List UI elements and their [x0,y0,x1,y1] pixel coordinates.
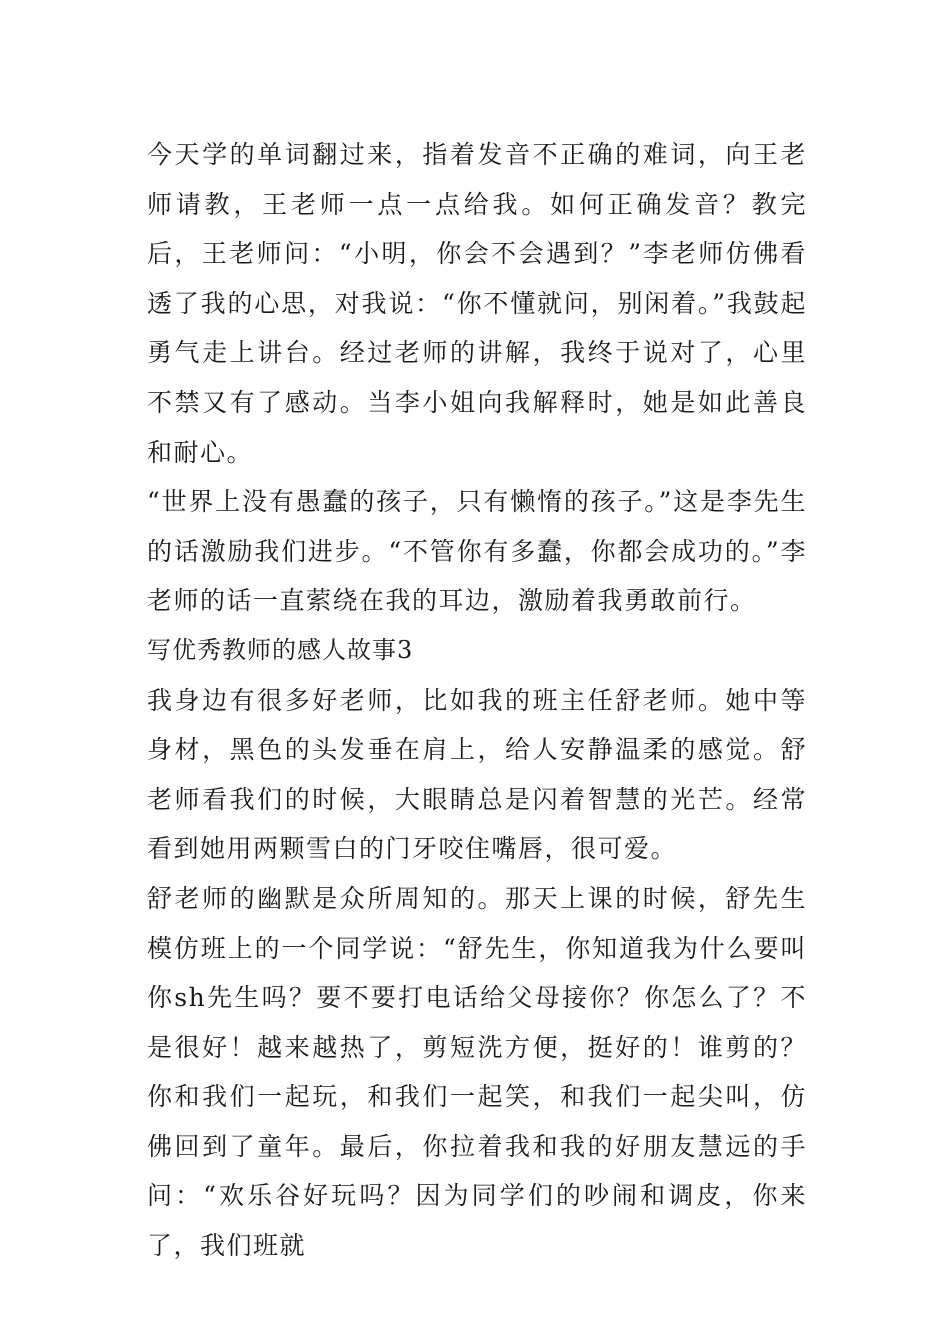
paragraph-4: 舒老师的幽默是众所周知的。那天上课的时候，舒先生模仿班上的一个同学说：“舒先生，你知道我为什么要叫你sh先生吗？要不要打电话给父母接你？你怎么了？不是很好！越来越热了，剪短洗方便，挺好的！谁剪的？你和我们一起玩，和我们一起笑，和我们一起尖叫，仿佛回到了童年。最后，你拉着我和我的好朋友慧远的手问：“欢乐谷好玩吗？因为同学们的吵闹和调皮，你来了，我们班就 [147,883,807,1261]
paragraph-2: “世界上没有愚蠢的孩子，只有懒惰的孩子。”这是李先生的话激励我们进步。“不管你有多蠢，你都会成功的。”李老师的话一直萦绕在我的耳边，激励着我勇敢前行。 [147,487,807,616]
paragraph-1: 今天学的单词翻过来，指着发音不正确的难词，向王老师请教，王老师一点一点给我。如何正确发音？教完后，王老师问：“小明，你会不会遇到？”李老师仿佛看透了我的心思，对我说：“你不懂就问，别闲着。”我鼓起勇气走上讲台。经过老师的讲解，我终于说对了，心里不禁又有了感动。当李小姐向我解释时，她是如此善良和耐心。 [147,140,807,467]
section-heading: 写优秀教师的感人故事3 [147,635,414,664]
document-body [147,130,807,1271]
paragraph-3: 我身边有很多好老师，比如我的班主任舒老师。她中等身材，黑色的头发垂在肩上，给人安静温柔的感觉。舒老师看我们的时候，大眼睛总是闪着智慧的光芒。经常看到她用两颗雪白的门牙咬住嘴唇，很可爱。 [147,685,807,864]
